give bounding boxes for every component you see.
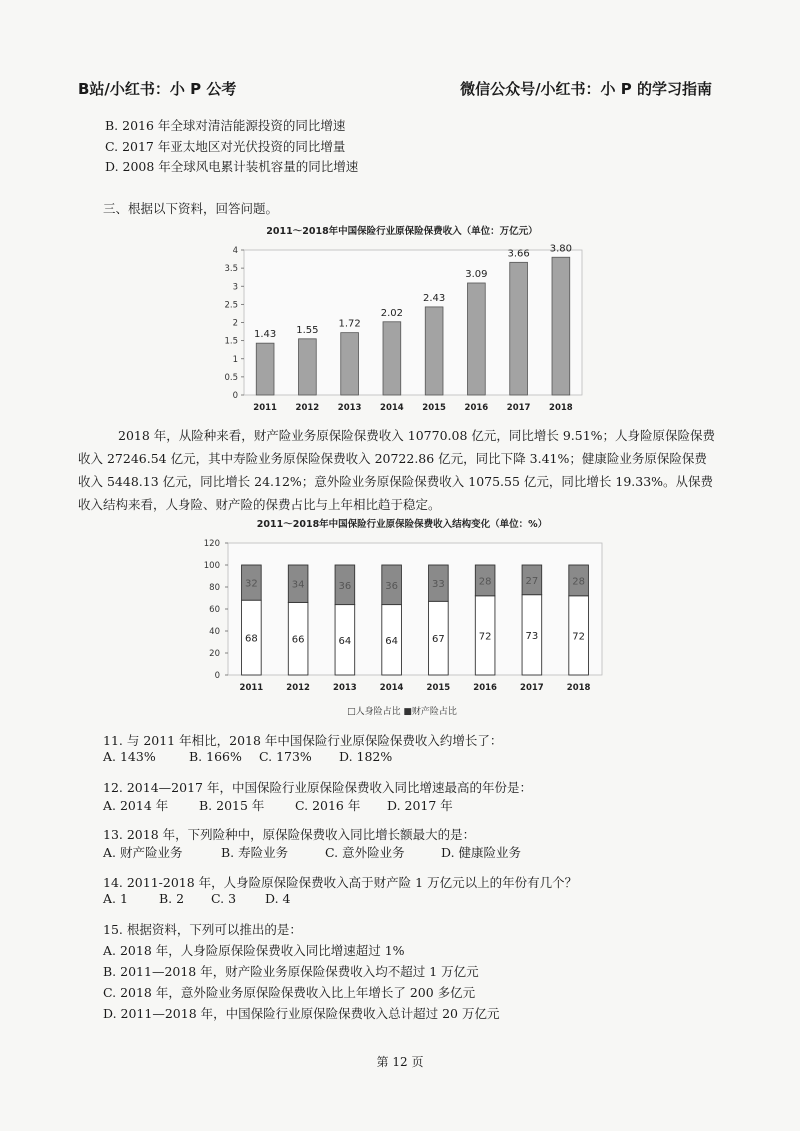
chart1-xtick-label: 2016 (464, 403, 489, 413)
chart1-data-label: 1.72 (338, 318, 361, 330)
chart2-xtick-label: 2018 (566, 683, 591, 693)
chart2-label-person: 67 (432, 634, 445, 646)
chart2-label-property: 33 (432, 579, 445, 591)
chart1-ytick-label: 3 (232, 282, 238, 293)
chart1-ytick-label: 1 (232, 354, 238, 365)
section-title: 三、根据以下资料，回答问题。 (103, 201, 279, 216)
q14-options (103, 891, 290, 906)
chart1-bar (383, 322, 401, 395)
chart2-label-property: 28 (478, 576, 492, 588)
chart1-data-label: 3.66 (507, 248, 530, 260)
chart2-label-person: 72 (478, 631, 492, 643)
chart1-ytick-label: 2.5 (224, 300, 238, 311)
chart1-xtick-label: 2011 (253, 403, 277, 413)
chart2-label-property: 27 (525, 575, 539, 587)
chart1-title: 2011～2018年中国保险行业原保险保费收入（单位：万亿元） (266, 226, 538, 237)
q15-option-a[interactable]: A. 2018 年，人身险原保险保费收入同比增速超过 1% (103, 943, 405, 958)
chart1-bar (341, 333, 359, 395)
chart1-ytick-label: 2 (232, 318, 238, 329)
chart1-xtick-label: 2013 (337, 403, 362, 413)
chart1-bar (468, 283, 486, 395)
q12-option-d[interactable]: D. 2017 年 (387, 798, 453, 813)
q14-option-d[interactable]: D. 4 (265, 891, 291, 906)
chart2-label-person: 68 (245, 633, 258, 645)
q13-option-d[interactable]: D. 健康险业务 (441, 845, 522, 860)
chart1-xtick-label: 2018 (549, 403, 573, 413)
paragraph-text: 2018 年，从险种来看，财产险业务原保险保费收入 10770.08 亿元，同比增长 9.51%；人身险原保险保费收入 27246.54 亿元，其中寿险业务原保险保费收入 20722.86 亿元，同比下降 3.41%；健康险业务原保险保费收入 5448.13 亿元，同比增长 24.12%；意外险业务原保险保费收入 1075.55 亿元，同比增长 19.33%。从保费收入结构来看，人身险、财产险的保费占比与上年相比趋于稳定。 (78, 428, 716, 512)
q14-option-b[interactable]: B. 2 (159, 891, 185, 906)
q15-option-b[interactable]: B. 2011—2018 年，财产险业务原保险保费收入均不超过 1 万亿元 (103, 964, 479, 979)
q12-options (103, 796, 453, 814)
chart2-label-person: 64 (338, 635, 352, 647)
chart2-label-property: 32 (245, 578, 258, 590)
chart1-ytick-label: 0 (232, 391, 238, 401)
chart2-xtick-label: 2017 (520, 683, 544, 693)
chart1-data-label: 1.55 (296, 324, 319, 336)
chart2-xtick-label: 2015 (426, 683, 451, 693)
chart1-xtick-label: 2014 (380, 403, 404, 413)
chart1-bar (425, 307, 443, 395)
chart1-bar (510, 262, 528, 395)
chart1-ytick-label: 0.5 (224, 372, 238, 383)
chart2-ytick-label: 80 (209, 583, 220, 593)
chart1-xtick-label: 2017 (506, 403, 531, 413)
chart2-xtick-label: 2012 (286, 683, 310, 693)
q15-option-c[interactable]: C. 2018 年，意外险业务原保险保费收入比上年增长了 200 多亿元 (103, 985, 476, 1000)
chart2-label-property: 28 (572, 576, 585, 588)
premium-income-bar-chart (212, 222, 592, 422)
q13-option-b[interactable]: B. 寿险业务 (221, 845, 289, 860)
chart2-xtick-label: 2014 (379, 683, 404, 693)
prev-option-d: D. 2008 年全球风电累计装机容量的同比增速 (105, 159, 359, 174)
q12-option-b[interactable]: B. 2015 年 (199, 798, 265, 813)
chart1-xtick-label: 2015 (422, 403, 446, 413)
header-left: B站/小红书：小 P 公考 (78, 80, 237, 98)
chart2-label-person: 64 (385, 635, 398, 647)
chart1-data-label: 2.02 (380, 307, 404, 319)
q11-options (103, 749, 392, 764)
q13-option-c[interactable]: C. 意外险业务 (325, 845, 405, 860)
chart2-plot-area (228, 543, 602, 675)
chart1-xtick-label: 2012 (295, 403, 320, 413)
chart2-ytick-label: 40 (209, 627, 220, 637)
q14-stem: 14. 2011-2018 年，人身险原保险保费收入高于财产险 1 万亿元以上的年份有几个？ (103, 875, 578, 890)
chart1-data-label: 1.43 (253, 329, 277, 341)
chart1-plot-area (244, 250, 582, 395)
chart2-xtick-label: 2016 (473, 683, 497, 693)
q11-stem: 11. 与 2011 年相比，2018 年中国保险行业原保险保费收入约增长了： (103, 733, 503, 748)
chart1-data-label: 2.43 (422, 292, 446, 304)
q11-option-d[interactable]: D. 182% (339, 749, 393, 764)
chart2-label-property: 36 (385, 580, 398, 592)
prev-option-c: C. 2017 年亚太地区对光伏投资的同比增量 (105, 139, 346, 154)
q12-option-c[interactable]: C. 2016 年 (295, 798, 361, 813)
chart2-legend: □人身险占比 ■财产险占比 (347, 707, 457, 717)
q15-option-d[interactable]: D. 2011—2018 年，中国保险行业原保险保费收入总计超过 20 万亿元 (103, 1006, 500, 1021)
chart2-xtick-label: 2011 (239, 683, 264, 693)
chart2-ytick-label: 60 (209, 605, 220, 615)
chart1-data-label: 3.09 (465, 268, 488, 280)
q11-option-a[interactable]: A. 143% (103, 749, 156, 764)
q13-option-a[interactable]: A. 财产险业务 (103, 845, 183, 860)
chart1-ytick-label: 1.5 (224, 336, 238, 347)
chart2-label-property: 34 (291, 579, 305, 591)
q14-option-a[interactable]: A. 1 (103, 891, 128, 906)
chart2-label-person: 73 (525, 630, 539, 642)
chart1-bar (552, 257, 570, 395)
q11-option-c[interactable]: C. 173% (259, 749, 312, 764)
q14-option-c[interactable]: C. 3 (211, 891, 237, 906)
chart2-ytick-label: 0 (214, 671, 220, 681)
chart1-data-label: 3.80 (549, 243, 573, 255)
q12-stem: 12. 2014—2017 年，中国保险行业原保险保费收入同比增速最高的年份是： (103, 780, 532, 795)
chart1-ytick-label: 4 (232, 246, 238, 256)
header-right: 微信公众号/小红书：小 P 的学习指南 (460, 80, 712, 98)
chart2-label-person: 66 (291, 634, 305, 646)
chart1-bar (299, 339, 317, 395)
chart1-ytick-label: 3.5 (224, 264, 238, 275)
chart2-title: 2011～2018年中国保险行业原保险保费收入结构变化（单位：%） (256, 519, 548, 530)
premium-structure-stacked-chart (192, 515, 612, 720)
chart2-label-person: 72 (572, 631, 585, 643)
chart2-xtick-label: 2013 (333, 683, 357, 693)
chart1-bar (256, 343, 274, 395)
prev-option-b: B. 2016 年全球对清洁能源投资的同比增速 (105, 118, 346, 133)
q11-option-b[interactable]: B. 166% (189, 749, 242, 764)
chart2-ytick-label: 20 (209, 649, 220, 659)
q12-option-a[interactable]: A. 2014 年 (103, 798, 169, 813)
q15-stem: 15. 根据资料，下列可以推出的是： (103, 922, 302, 937)
page-number: 第 12 页 (376, 1055, 424, 1069)
chart2-ytick-label: 100 (203, 561, 220, 571)
q13-stem: 13. 2018 年，下列险种中，原保险保费收入同比增长额最大的是： (103, 827, 476, 842)
chart2-ytick-label: 120 (203, 539, 220, 549)
q13-options (103, 843, 521, 861)
data-paragraph (78, 424, 718, 516)
chart2-label-property: 36 (338, 580, 352, 592)
